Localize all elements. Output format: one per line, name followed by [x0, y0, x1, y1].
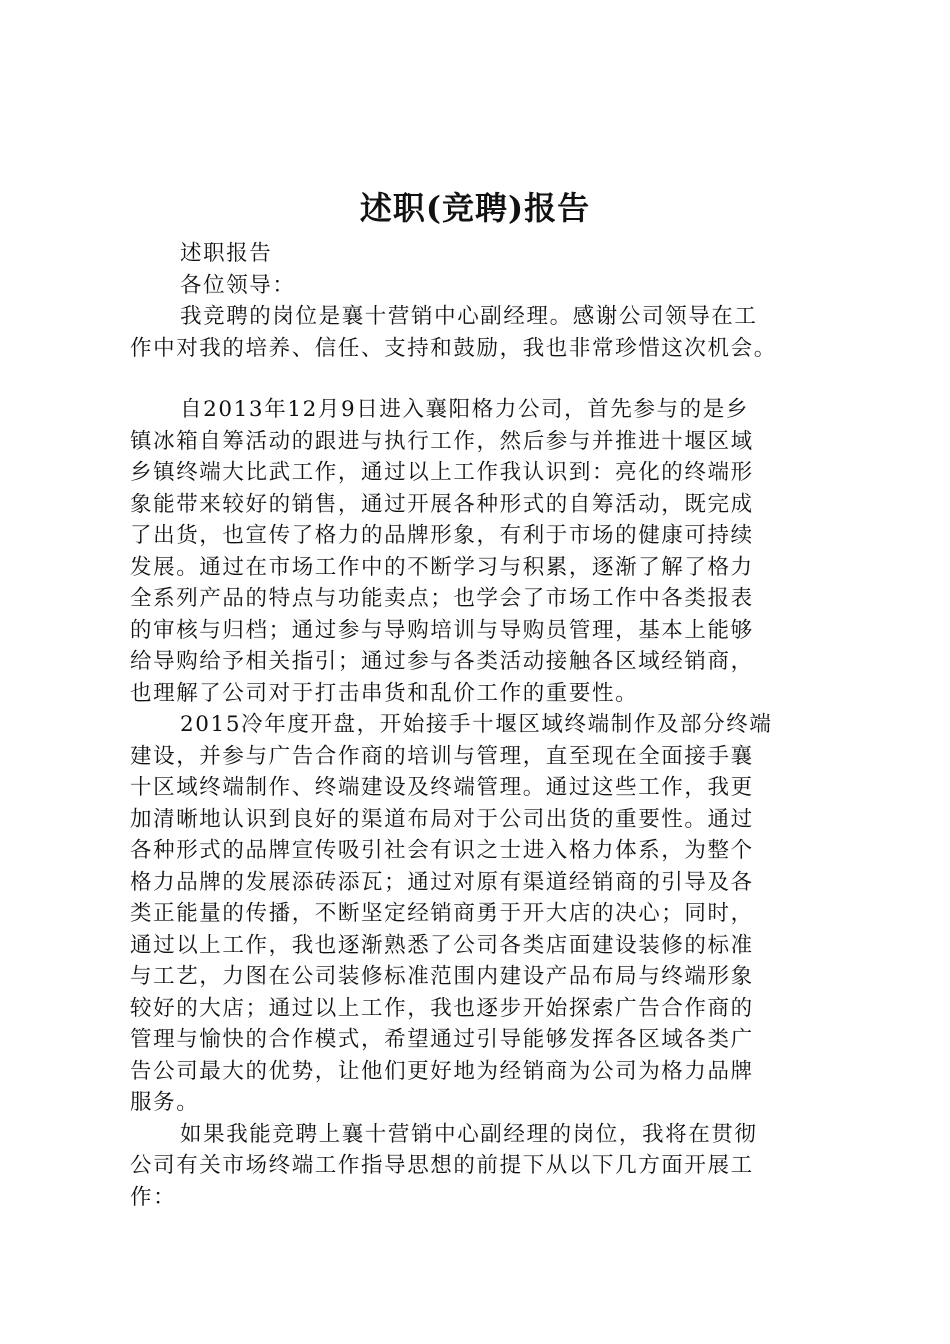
- paragraph-line: 服务。: [130, 1090, 200, 1115]
- paragraph-line: 我竞聘的岗位是襄十营销中心副经理。感谢公司领导在工: [180, 304, 758, 329]
- paragraph-spacer: [130, 364, 840, 394]
- paragraph-line: 如果我能竞聘上襄十营销中心副经理的岗位，我将在贯彻: [180, 1121, 758, 1147]
- paragraph-line: 管理与愉快的合作模式，希望通过引导能够发挥各区域各类广: [130, 1027, 754, 1052]
- paragraph-3: [130, 709, 840, 1119]
- document-body: [130, 238, 840, 1213]
- paragraph-line: 乡镇终端大比武工作，通过以上工作我认识到：亮化的终端形: [130, 460, 754, 485]
- paragraph-line: 公司有关市场终端工作指导思想的前提下从以下几方面开展工: [130, 1153, 754, 1178]
- paragraph-line: 告公司最大的优势，让他们更好地为经销商为公司为格力品牌: [130, 1058, 754, 1084]
- heading-line: 述职报告: [180, 241, 273, 266]
- paragraph-line: 格力品牌的发展添砖添瓦；通过对原有渠道经销商的引导及各: [130, 869, 754, 895]
- paragraph-1: [130, 301, 840, 364]
- paragraph-line: 通过以上工作，我也逐渐熟悉了公司各类店面建设装修的标准: [130, 932, 754, 958]
- paragraph-line: 象能带来较好的销售，通过开展各种形式的自筹活动，既完成: [130, 491, 754, 517]
- paragraph-line: 加清晰地认识到良好的渠道布局对于公司出货的重要性。通过: [130, 806, 754, 832]
- paragraph-line: 建设，并参与广告合作商的培训与管理，直至现在全面接手襄: [130, 743, 754, 769]
- paragraph-line: 作中对我的培养、信任、支持和鼓励，我也非常珍惜这次机会。: [130, 335, 777, 361]
- document-title: 述职(竞聘)报告: [359, 189, 591, 227]
- paragraph-line: 作：: [130, 1184, 177, 1210]
- paragraph-line: 也理解了公司对于打击串货和乱价工作的重要性。: [130, 680, 639, 706]
- paragraph-4: [130, 1119, 840, 1214]
- paragraph-line: 发展。通过在市场工作中的不断学习与积累，逐渐了解了格力: [130, 554, 754, 580]
- paragraph-line: 的审核与归档；通过参与导购培训与导购员管理，基本上能够: [130, 617, 754, 643]
- paragraph-line: 镇冰箱自筹活动的跟进与执行工作，然后参与并推进十堰区域: [130, 428, 754, 454]
- paragraph-line: 2015冷年度开盘，开始接手十堰区域终端制作及部分终端: [180, 712, 773, 737]
- paragraph-line: 了出货，也宣传了格力的品牌形象，有利于市场的健康可持续: [130, 523, 754, 548]
- paragraph-2: [130, 394, 840, 709]
- paragraph-line: 与工艺，力图在公司装修标准范围内建设产品布局与终端形象: [130, 964, 754, 989]
- paragraph-line: 自2013年12月9日进入襄阳格力公司，首先参与的是乡: [180, 397, 749, 422]
- paragraph-line: 十区域终端制作、终端建设及终端管理。通过这些工作，我更: [130, 775, 754, 800]
- paragraph-line: 类正能量的传播，不断坚定经销商勇于开大店的决心；同时，: [130, 901, 754, 926]
- salutation: 各位领导：: [180, 272, 296, 298]
- paragraph-line: 全系列产品的特点与功能卖点；也学会了市场工作中各类报表: [130, 586, 754, 611]
- paragraph-line: 各种形式的品牌宣传吸引社会有识之士进入格力体系，为整个: [130, 838, 754, 863]
- paragraph-line: 较好的大店；通过以上工作，我也逐步开始探索广告合作商的: [130, 995, 754, 1021]
- paragraph-line: 给导购给予相关指引；通过参与各类活动接触各区域经销商，: [130, 649, 754, 674]
